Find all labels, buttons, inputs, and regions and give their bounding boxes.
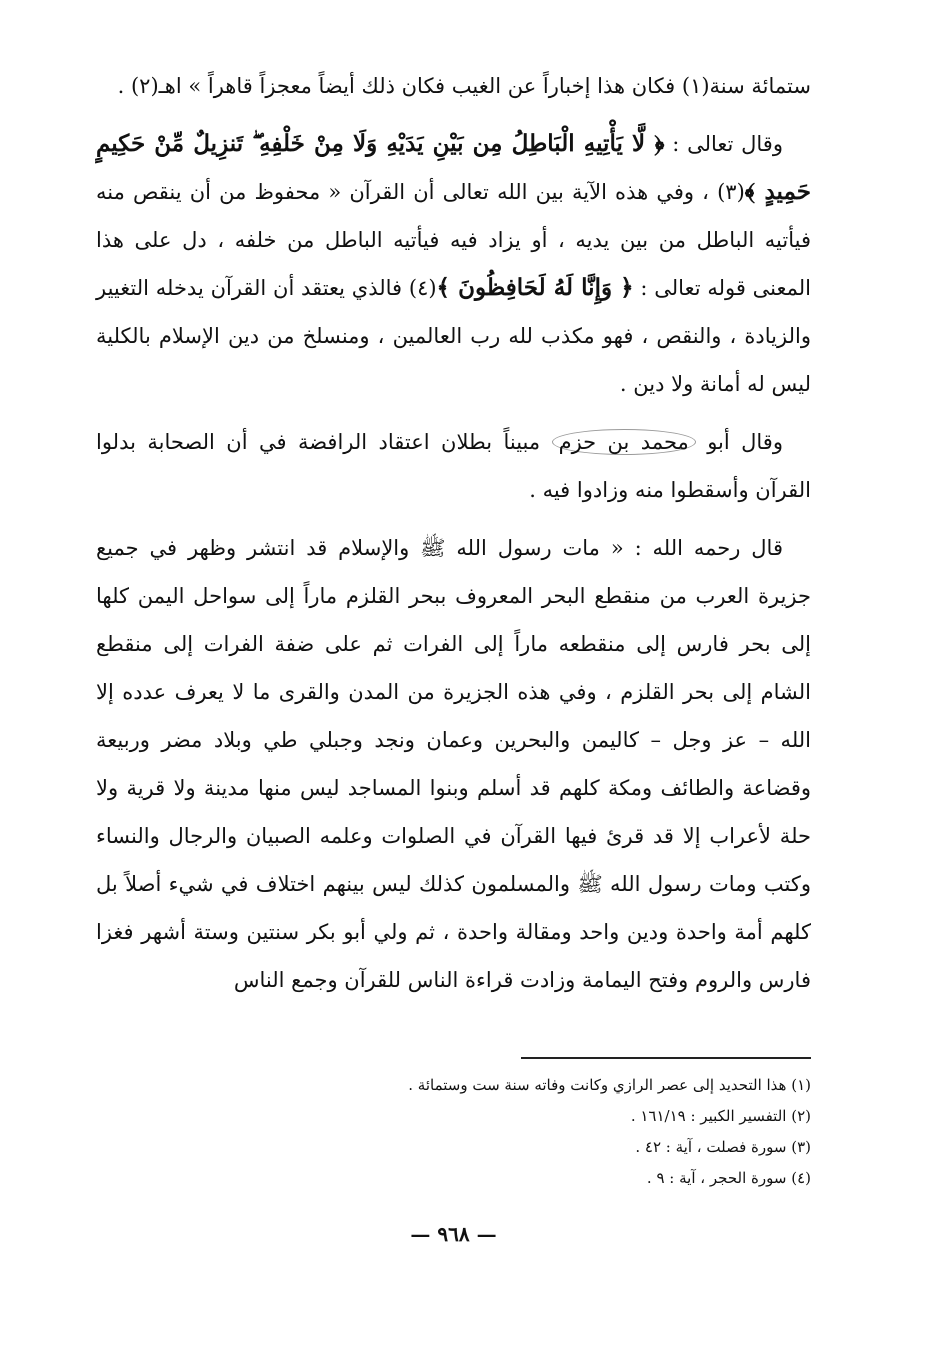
paragraph-ibn-hazm-quote bbox=[96, 524, 811, 1004]
paragraph-text: وقال أبو bbox=[695, 430, 783, 454]
book-page bbox=[96, 62, 811, 1322]
circled-name: محمد بن حزم bbox=[552, 429, 696, 455]
footnote-separator bbox=[521, 1057, 811, 1059]
footnote-2: (٢) التفسير الكبير : ١٦١/١٩ . bbox=[630, 1107, 811, 1125]
footnotes bbox=[96, 1070, 811, 1194]
paragraph-text: (٣) ، وفي هذه الآية بين الله تعالى أن القرآن « محفوظ من أن ينقص منه فيأتيه الباطل من بين يديه ، أو يزاد فيه فيأتيه الباطل من خلفه ، دل على هذا المعنى قوله تعالى : bbox=[96, 180, 811, 300]
footnote-1: (١) هذا التحديد إلى عصر الرازي وكانت وفاته سنة ست وستمائة . bbox=[408, 1076, 811, 1094]
paragraph-ibn-hazm-intro bbox=[96, 418, 811, 514]
paragraph-text: قال رحمه الله : « مات رسول الله ﷺ والإسلام قد انتشر وظهر في جميع جزيرة العرب من منقطع البحر المعروف ببحر القلزم ماراً إلى سواحل اليمن كلها إلى بحر فارس إلى منقطعه ماراً إلى الفرات ثم على ضفة الفرات إلى منقطع الشام إلى بحر القلزم ، وفي هذه الجزيرة من المدن والقرى ما لا يعرف عدده إلا الله – عز وجل – كاليمن والبحرين وعمان ونجد وجبلي طي وبلاد مضر وربيعة وقضاعة والطائف ومكة كلهم قد أسلم وبنوا المساجد ليس منها مدينة ولا قرية ولا حلة لأعراب إلا قد قرئ فيها القرآن في الصلوات وعلمه الصبيان والرجال والنساء وكتب ومات رسول الله ﷺ والمسلمون كذلك ليس بينهم اختلاف في شيء أصلاً بل كلهم أمة واحدة ودين واحد ومقالة واحدة ، ثم ولي أبو بكر سنتين وستة أشهر فغزا فارس والروم وفتح اليمامة وزادت قراءة الناس للقرآن وجمع الناس bbox=[96, 536, 811, 992]
paragraph-text: مبيناً بطلان اعتقاد الرافضة في أن الصحابة بدلوا القرآن وأسقطوا منه وزادوا فيه . bbox=[96, 430, 811, 502]
paragraph-intro: وقال تعالى : bbox=[664, 132, 783, 156]
footnote-3: (٣) سورة فصلت ، آية : ٤٢ . bbox=[635, 1138, 811, 1156]
paragraph-continuation bbox=[96, 62, 811, 110]
paragraph-quran-preservation bbox=[96, 120, 811, 408]
main-text bbox=[96, 62, 811, 1004]
quran-verse-hijr: ﴿ وَإِنَّا لَهُ لَحَافِظُونَ ﴾ bbox=[436, 274, 634, 301]
page-number: — ٩٦٨ — bbox=[410, 1222, 497, 1246]
footnote-4: (٤) سورة الحجر ، آية : ٩ . bbox=[646, 1169, 811, 1187]
quran-verse-fussilat: ﴿ لَّا يَأْتِيهِ الْبَاطِلُ مِن بَيْنِ يَدَيْهِ وَلَا مِنْ خَلْفِهِ ۖ تَنزِيلٌ مِّنْ حَكِيمٍ حَمِيدٍ ﴾ bbox=[96, 130, 811, 205]
paragraph-text: ستمائة سنة(١) فكان هذا إخباراً عن الغيب فكان ذلك أيضاً معجزاً قاهراً » اهـ(٢) . bbox=[117, 74, 811, 98]
paragraph-text: (٤) فالذي يعتقد أن القرآن يدخله التغيير والزيادة ، والنقص ، فهو مكذب لله رب العالمين ، ومنسلخ من دين الإسلام بالكلية ليس له أمانة ولا دين . bbox=[96, 276, 811, 396]
